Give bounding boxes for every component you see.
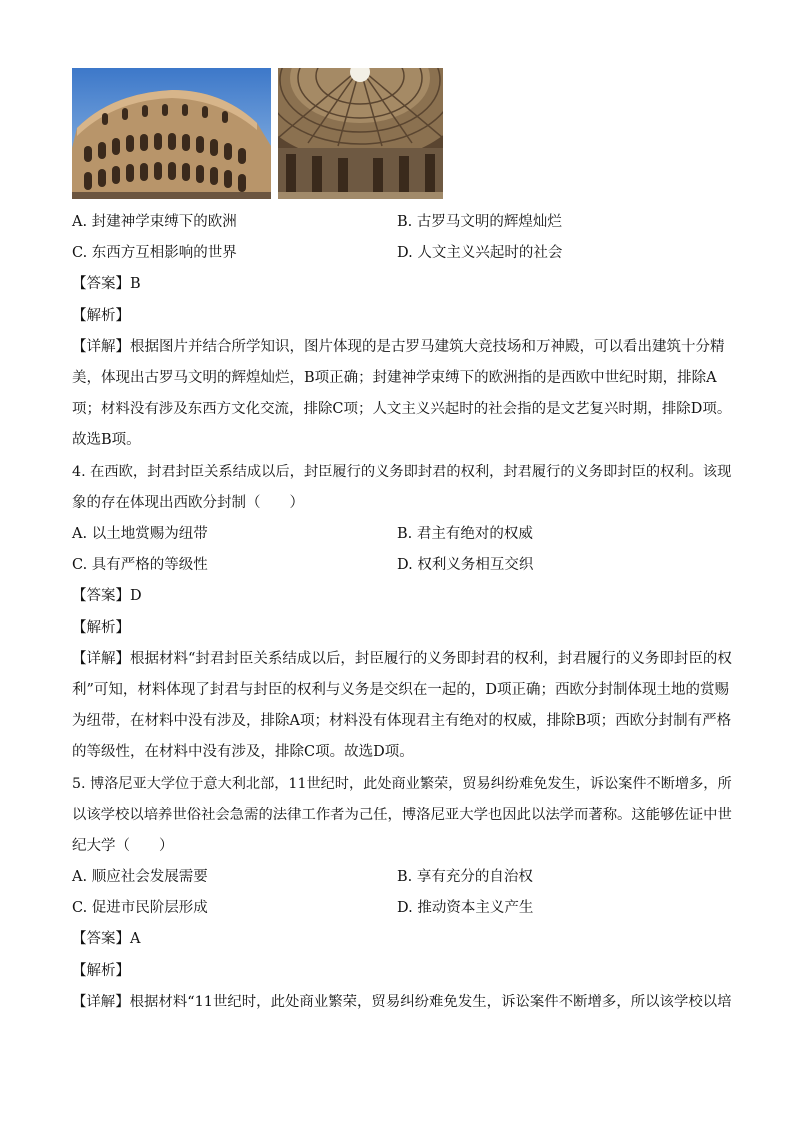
colosseum-photo-icon — [72, 68, 271, 199]
q3-detail-line-3: 项；材料没有涉及东西方文化交流，排除C项；人文主义兴起时的社会指的是文艺复兴时期，排除D项。 — [72, 401, 732, 417]
q5-option-a: A. 顺应社会发展需要 — [72, 869, 208, 885]
q3-detail-line-4: 故选B项。 — [72, 432, 141, 448]
q4-option-b: B. 君主有绝对的权威 — [397, 526, 533, 542]
q4-stem-line-2: 象的存在体现出西欧分封制（ ） — [72, 495, 304, 511]
q5-stem-line-3: 纪大学（ ） — [72, 838, 174, 854]
q4-analysis-label: 【解析】 — [72, 620, 130, 636]
q3-option-c: C. 东西方互相影响的世界 — [72, 245, 237, 261]
q4-option-a: A. 以土地赏赐为纽带 — [72, 526, 208, 542]
q5-option-c: C. 促进市民阶层形成 — [72, 900, 208, 916]
q4-detail-line-1: 【详解】根据材料“封君封臣关系结成以后，封臣履行的义务即封君的权利，封君履行的义务即封臣的权 — [72, 651, 732, 667]
q3-option-a: A. 封建神学束缚下的欧洲 — [72, 214, 237, 230]
q5-option-d: D. 推动资本主义产生 — [397, 900, 534, 916]
q4-answer: 【答案】D — [72, 588, 142, 604]
q5-detail-line-1: 【详解】根据材料“11世纪时，此处商业繁荣，贸易纠纷难免发生，诉讼案件不断增多，所以该学校以培 — [72, 994, 732, 1010]
q4-option-d: D. 权利义务相互交织 — [397, 557, 534, 573]
q4-option-c: C. 具有严格的等级性 — [72, 557, 208, 573]
q3-option-d: D. 人文主义兴起时的社会 — [397, 245, 563, 261]
q5-answer: 【答案】A — [72, 931, 141, 947]
pantheon-interior-photo-icon — [278, 68, 443, 199]
q4-stem-line-1: 4. 在西欧，封君封臣关系结成以后，封臣履行的义务即封君的权利，封君履行的义务即封臣的权利。该现 — [72, 464, 732, 480]
q3-option-b: B. 古罗马文明的辉煌灿烂 — [397, 214, 562, 230]
q3-detail-line-2: 美，体现出古罗马文明的辉煌灿烂，B项正确；封建神学束缚下的欧洲指的是西欧中世纪时期，排除A — [72, 370, 717, 386]
q5-stem-line-2: 以该学校以培养世俗社会急需的法律工作者为己任，博洛尼亚大学也因此以法学而著称。这能够佐证中世 — [72, 807, 732, 823]
q5-option-b: B. 享有充分的自治权 — [397, 869, 533, 885]
q5-stem-line-1: 5. 博洛尼亚大学位于意大利北部，11世纪时，此处商业繁荣，贸易纠纷难免发生，诉讼案件不断增多，所 — [72, 776, 732, 792]
q3-analysis-label: 【解析】 — [72, 308, 130, 324]
q4-detail-line-3: 为纽带，在材料中没有涉及，排除A项；材料没有体现君主有绝对的权威，排除B项；西欧分封制有严格 — [72, 713, 732, 729]
q4-detail-line-2: 利”可知，材料体现了封君与封臣的权利与义务是交织在一起的，D项正确；西欧分封制体现土地的赏赐 — [72, 682, 730, 698]
q4-detail-line-4: 的等级性，在材料中没有涉及，排除C项。故选D项。 — [72, 744, 414, 760]
q5-analysis-label: 【解析】 — [72, 963, 130, 979]
q3-detail-line-1: 【详解】根据图片并结合所学知识，图片体现的是古罗马建筑大竞技场和万神殿，可以看出建筑十分精 — [72, 339, 725, 355]
pantheon-image — [278, 68, 443, 199]
colosseum-image — [72, 68, 271, 199]
q3-answer: 【答案】B — [72, 276, 141, 292]
